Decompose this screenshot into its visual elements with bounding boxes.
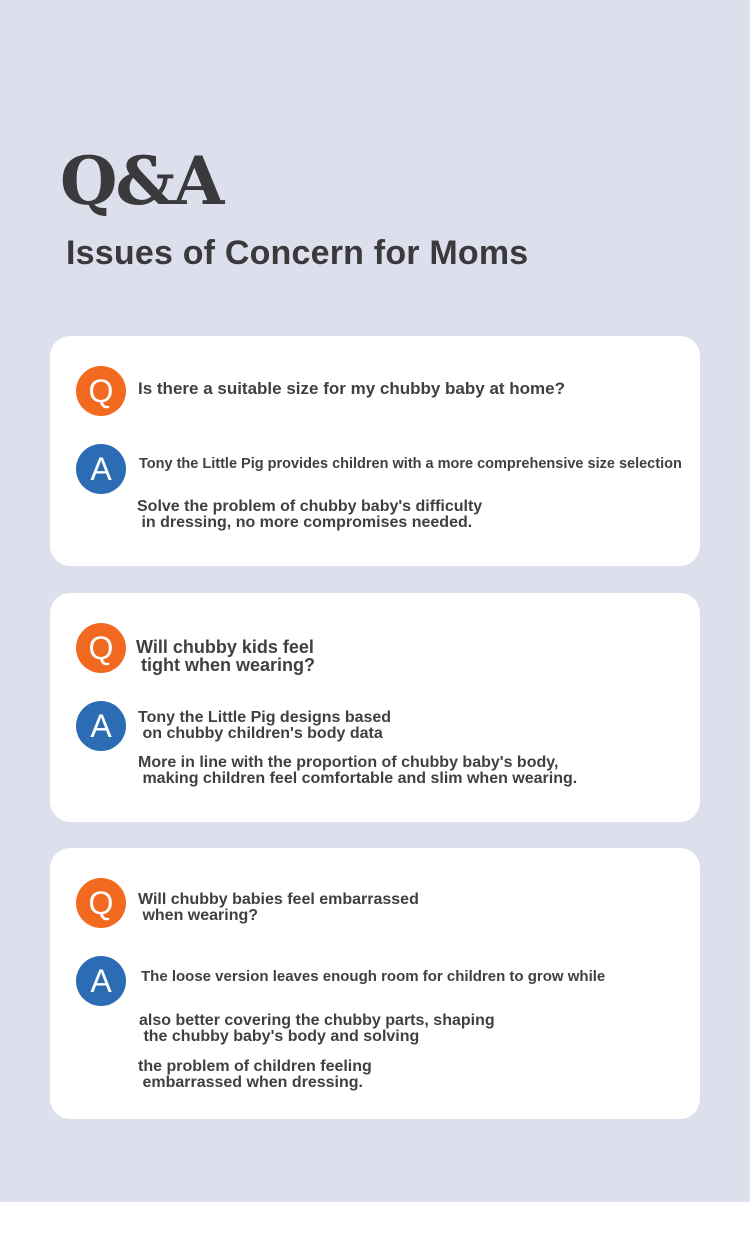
answer-text-line: Tony the Little Pig provides children with a more comprehensive size selection <box>139 456 682 472</box>
answer-text-line: the problem of children feeling embarrassed when dressing. <box>138 1058 372 1091</box>
page-subtitle: Issues of Concern for Moms <box>66 234 529 272</box>
faq-card-2 <box>50 593 700 822</box>
answer-text-line: More in line with the proportion of chubby baby's body, making children feel comfortable and slim when wearing. <box>138 754 578 787</box>
question-badge-icon: Q <box>76 878 126 928</box>
question-badge-icon: Q <box>76 623 126 673</box>
qa-logo: Q&A <box>60 142 223 220</box>
question-text: Will chubby babies feel embarrassed when wearing? <box>138 891 419 924</box>
answer-badge-icon: A <box>76 444 126 494</box>
answer-badge-icon: A <box>76 956 126 1006</box>
faq-card-1 <box>50 336 700 566</box>
question-badge-icon: Q <box>76 366 126 416</box>
answer-badge-icon: A <box>76 701 126 751</box>
faq-card-3 <box>50 848 700 1119</box>
answer-text-line: The loose version leaves enough room for children to grow while <box>141 968 606 985</box>
question-text: Will chubby kids feel tight when wearing? <box>136 637 315 675</box>
answer-text-line: Solve the problem of chubby baby's difficulty in dressing, no more compromises needed. <box>137 498 483 531</box>
answer-text-line: Tony the Little Pig designs based on chubby children's body data <box>138 709 392 742</box>
answer-text-line: also better covering the chubby parts, shaping the chubby baby's body and solving <box>139 1012 495 1045</box>
question-text: Is there a suitable size for my chubby baby at home? <box>138 379 566 398</box>
